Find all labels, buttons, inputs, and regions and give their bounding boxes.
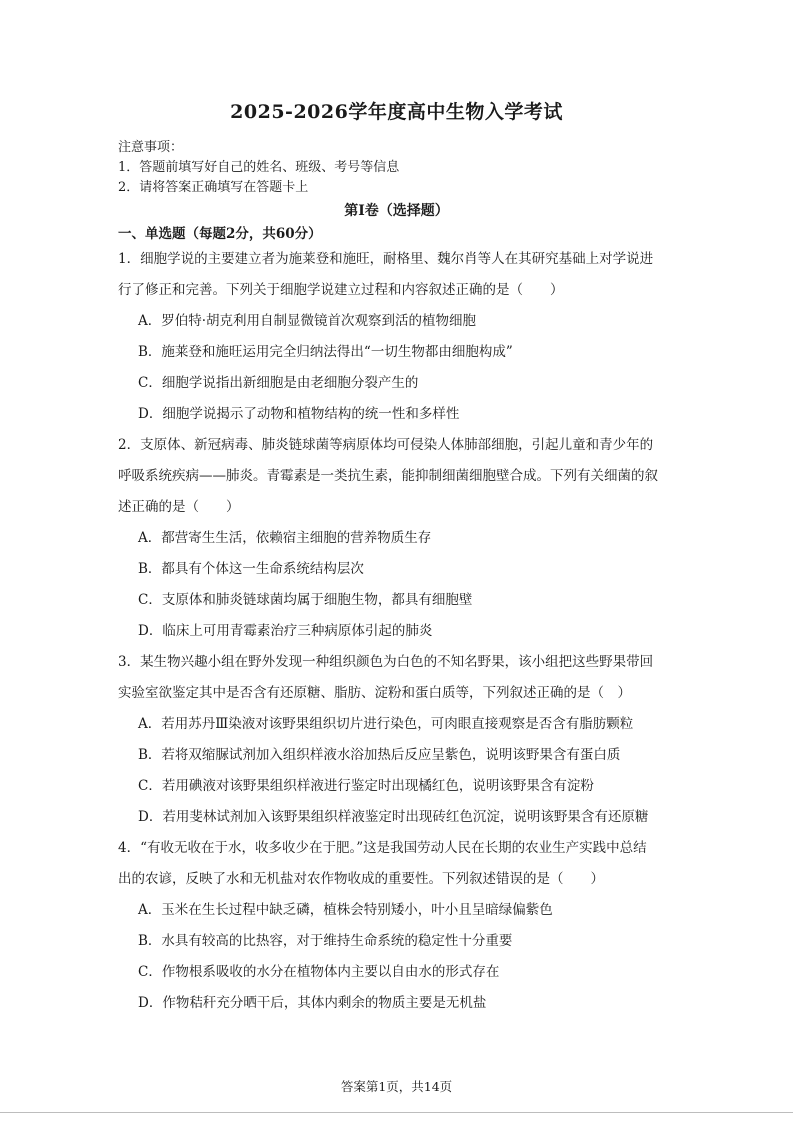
bottom-divider (0, 1112, 793, 1113)
exam-title: 2025-2026学年度高中生物入学考试 (230, 101, 563, 123)
option-c: C．作物根系吸收的水分在植物体内主要以自由水的形式存在 (138, 964, 500, 980)
option-d: D．细胞学说揭示了动物和植物结构的统一性和多样性 (138, 406, 460, 422)
question-3 (118, 647, 678, 833)
option-d: D．临床上可用青霉素治疗三种病原体引起的肺炎 (138, 623, 433, 639)
option-b: B．水具有较高的比热容，对于维持生命系统的稳定性十分重要 (138, 933, 513, 949)
option-a: A．罗伯特·胡克利用自制显微镜首次观察到活的植物细胞 (138, 313, 477, 329)
part-heading: 一、单选题（每题2分，共60分） (118, 226, 322, 242)
option-d: D．若用斐林试剂加入该野果组织样液鉴定时出现砖红色沉淀，说明该野果含有还原糖 (138, 809, 649, 825)
page-footer: 答案第1页，共14页 (340, 1079, 453, 1094)
question-2 (118, 430, 678, 647)
question-list (118, 244, 678, 1019)
question-stem (118, 244, 678, 306)
question-stem-line: 1．细胞学说的主要建立者为施莱登和施旺，耐格里、魏尔肖等人在其研究基础上对学说进 (118, 251, 654, 267)
question-stem-line: 3．某生物兴趣小组在野外发现一种组织颜色为白色的不知名野果，该小组把这些野果带回 (118, 654, 654, 670)
question-stem-line: 行了修正和完善。下列关于细胞学说建立过程和内容叙述正确的是（ ） (118, 282, 564, 298)
question-stem-line: 呼吸系统疾病——肺炎。青霉素是一类抗生素，能抑制细菌细胞壁合成。下列有关细菌的叙 (118, 468, 658, 484)
notes-item: 2．请将答案正确填写在答题卡上 (118, 180, 309, 195)
option-d: D．作物秸秆充分晒干后，其体内剩余的物质主要是无机盐 (138, 995, 487, 1011)
section-title: 第Ⅰ卷（选择题） (344, 203, 449, 219)
option-a: A．都营寄生生活，依赖宿主细胞的营养物质生存 (138, 530, 432, 546)
option-b: B．都具有个体这一生命系统结构层次 (138, 561, 364, 577)
question-4 (118, 833, 678, 1019)
question-stem-line: 2．支原体、新冠病毒、肺炎链球菌等病原体均可侵染人体肺部细胞，引起儿童和青少年的 (118, 437, 654, 453)
question-1 (118, 244, 678, 430)
option-a: A．若用苏丹Ⅲ染液对该野果组织切片进行染色，可肉眼直接观察是否含有脂肪颗粒 (138, 716, 634, 732)
question-stem-line: 4．“有收无收在于水，收多收少在于肥。”这是我国劳动人民在长期的农业生产实践中总结 (118, 840, 647, 856)
option-b: B．若将双缩脲试剂加入组织样液水浴加热后反应呈紫色，说明该野果含有蛋白质 (138, 747, 621, 763)
option-c: C．细胞学说指出新细胞是由老细胞分裂产生的 (138, 375, 419, 391)
question-stem (118, 833, 678, 895)
notes-section (118, 138, 399, 198)
option-a: A．玉米在生长过程中缺乏磷，植株会特别矮小，叶小且呈暗绿偏紫色 (138, 902, 553, 918)
question-stem-line: 出的农谚，反映了水和无机盐对农作物收成的重要性。下列叙述错误的是（ ） (118, 871, 604, 887)
notes-item: 1．答题前填写好自己的姓名、班级、考号等信息 (118, 160, 400, 175)
question-stem (118, 430, 678, 523)
notes-heading: 注意事项： (118, 140, 184, 155)
option-c: C．若用碘液对该野果组织样液进行鉴定时出现橘红色，说明该野果含有淀粉 (138, 778, 594, 794)
question-stem (118, 647, 678, 709)
option-c: C．支原体和肺炎链球菌均属于细胞生物，都具有细胞壁 (138, 592, 473, 608)
option-b: B．施莱登和施旺运用完全归纳法得出“一切生物都由细胞构成” (138, 344, 513, 360)
question-stem-line: 述正确的是（ ） (118, 499, 240, 515)
question-stem-line: 实验室欲鉴定其中是否含有还原糖、脂肪、淀粉和蛋白质等，下列叙述正确的是（ ） (118, 685, 631, 701)
